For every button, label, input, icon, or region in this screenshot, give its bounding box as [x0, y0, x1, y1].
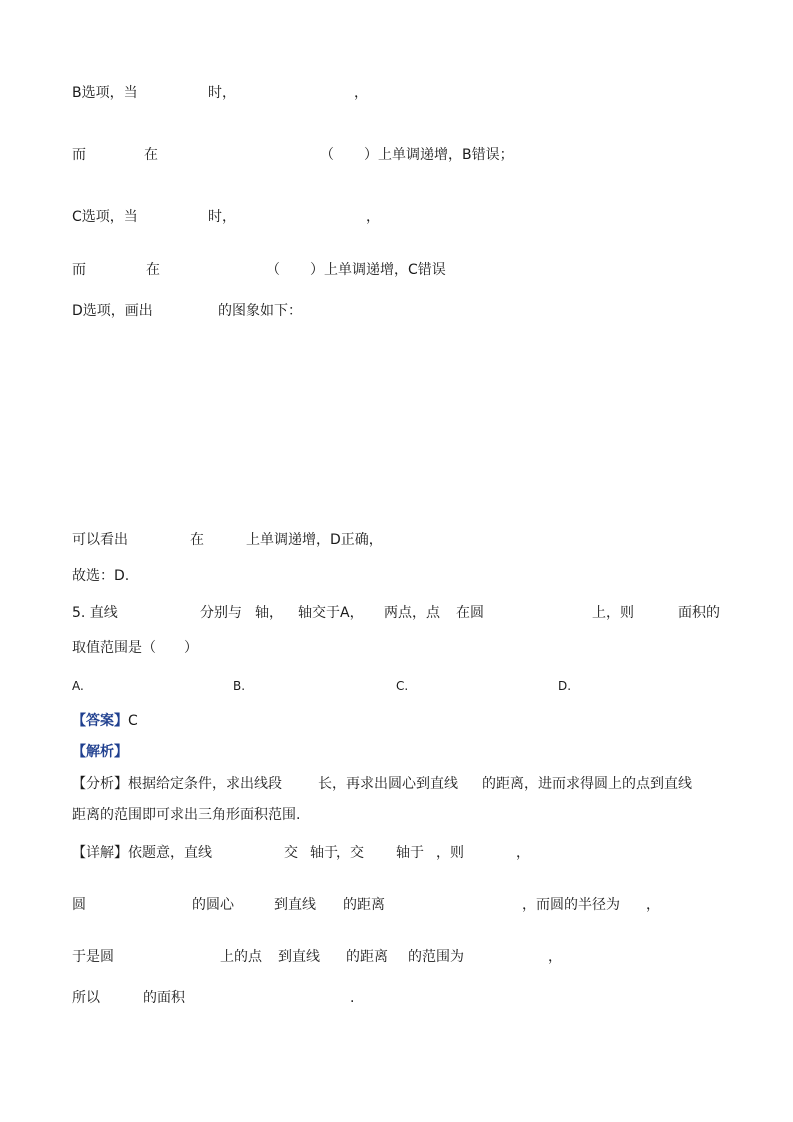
xiangjie-text: ，而圆的半径为 [522, 897, 620, 913]
q5-text: 面积的 [678, 605, 720, 621]
fenxi-label: 【分析】 [72, 776, 128, 792]
option-a: A. [72, 679, 84, 693]
text-b-conclusion: ）上单调递增，B错误； [364, 147, 514, 163]
option-c: C. [396, 679, 409, 693]
xiangjie-text: 到直线 [274, 897, 316, 913]
fenxi-text: 距离的范围即可求出三角形面积范围. [72, 807, 301, 823]
text-paren-open: （ [266, 262, 280, 278]
xiangjie-text: ，交 [336, 845, 364, 861]
text-zai: 在 [190, 532, 204, 548]
xiangjie-text: 依题意，直线 [128, 845, 212, 861]
xiangjie-text: 于是圆 [72, 949, 114, 965]
xiangjie-text: 轴于 [396, 845, 424, 861]
text-b-when: 时， [208, 85, 236, 101]
xiangjie-text: 的圆心 [192, 897, 234, 913]
q5-text: 轴交于A， [298, 605, 364, 621]
xiangjie-text: ，则 [436, 845, 464, 861]
xiangjie-text: . [350, 990, 355, 1006]
xiangjie-text: 到直线 [278, 949, 320, 965]
q5-text: 分别与 [200, 605, 242, 621]
text-er: 而 [72, 262, 86, 278]
xiangjie-text: 上的点 [220, 949, 262, 965]
xiangjie-text: 轴于 [310, 845, 338, 861]
answer-label: 【答案】 [72, 713, 128, 729]
xiangjie-text: 圆 [72, 897, 86, 913]
q5-question-end: 取值范围是（ ） [72, 640, 198, 656]
text-c-when: 时， [208, 209, 236, 225]
text-c-option: C选项，当 [72, 209, 138, 225]
xiangjie-text: 所以 [72, 990, 100, 1006]
xiangjie-text: 交 [284, 845, 298, 861]
fenxi-text: 长，再求出圆心到直线 [318, 776, 458, 792]
xiangjie-text: ， [516, 845, 530, 861]
q5-number: 5. 直线 [72, 605, 118, 621]
fenxi-text: 根据给定条件，求出线段 [128, 776, 282, 792]
analysis-label: 【解析】 [72, 744, 128, 760]
text-d-conclusion: 上单调递增，D正确， [246, 532, 383, 548]
q5-text: 两点，点 [384, 605, 440, 621]
option-d: D. [558, 679, 572, 693]
text-graph-below: 的图象如下： [218, 303, 302, 319]
q5-text: 上，则 [592, 605, 634, 621]
xiangjie-text: ， [646, 897, 660, 913]
text-zai: 在 [146, 262, 160, 278]
text-comma: ， [366, 209, 380, 225]
answer-value: C [128, 713, 138, 729]
text-paren-open: （ [320, 147, 334, 163]
text-zai: 在 [144, 147, 158, 163]
q5-text: 在圆 [456, 605, 484, 621]
xiangjie-text: 的范围为 [408, 949, 464, 965]
text-observe: 可以看出 [72, 532, 128, 548]
fenxi-text: 的距离，进而求得圆上的点到直线 [482, 776, 692, 792]
xiangjie-text: 的距离 [343, 897, 385, 913]
text-d-option: D选项，画出 [72, 303, 153, 319]
option-b: B. [233, 679, 246, 693]
text-choose: 故选：D. [72, 568, 130, 584]
text-comma: ， [354, 85, 368, 101]
text-er: 而 [72, 147, 86, 163]
text-b-option: B选项，当 [72, 85, 138, 101]
xiangjie-text: 的面积 [143, 990, 185, 1006]
xiangjie-label: 【详解】 [72, 845, 128, 861]
xiangjie-text: ， [548, 949, 562, 965]
xiangjie-text: 的距离 [346, 949, 388, 965]
q5-text: 轴， [255, 605, 283, 621]
text-c-conclusion: ）上单调递增，C错误 [310, 262, 446, 278]
